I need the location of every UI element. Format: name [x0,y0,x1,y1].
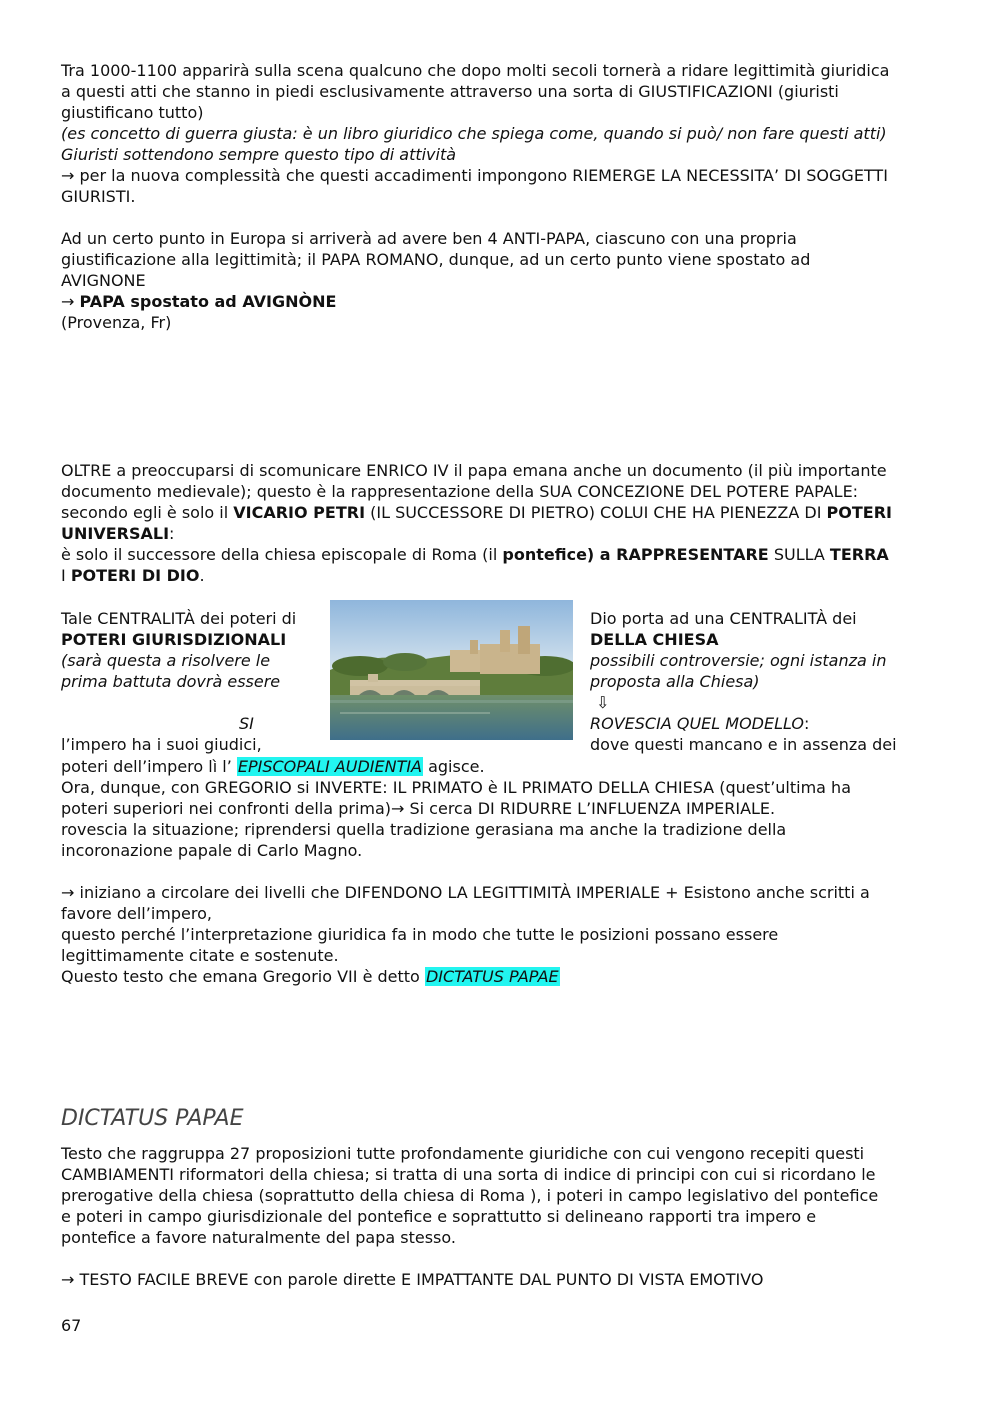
text-line: Tale CENTRALITÀ dei poteri di [61,609,297,628]
text-line [61,502,941,523]
text-line: questo perché l’interpretazione giuridica fa in modo che tutte le posizioni possano essere [61,925,779,944]
paragraph-giuristi [61,60,941,207]
text-run: : [169,524,175,543]
text-line: pontefice a favore naturalmente del papa stesso. [61,1228,456,1247]
text-line [61,291,941,312]
text-line: a questi atti che stanno in piedi esclusivamente attraverso una sorta di GIUSTIFICAZIONI (giuristi [61,82,839,101]
text-line: (Provenza, Fr) [61,313,172,332]
text-run: : [804,714,810,733]
text-line: dove questi mancano e in assenza dei [590,735,897,754]
text-line: Ad un certo punto in Europa si arriverà ad avere ben 4 ANTI-PAPA, ciascuno con una propria [61,229,797,248]
text-run: . [199,566,205,585]
bold-text: VICARIO PETRI [233,503,366,522]
paragraph-primato [61,756,941,861]
document-body [61,60,941,333]
paragraph-potere-papale [61,460,941,586]
text-run: (IL SUCCESSORE DI PIETRO) COLUI CHE HA PIENEZZA DI [365,503,827,522]
bold-text: UNIVERSALI [61,524,170,543]
text-line: rovescia la situazione; riprendersi quella tradizione gerasiana ma anche la tradizione della [61,820,787,839]
text-run: SULLA [768,545,830,564]
text-line: SI [239,714,254,733]
section-heading: DICTATUS PAPAE [61,1106,244,1131]
text-line: DELLA CHIESA [590,630,719,649]
arrow-glyph: → [61,292,80,311]
text-line [590,713,950,734]
text-line: prerogative della chiesa (soprattutto della chiesa di Roma ), i poteri in campo legislativo del pontefice [61,1186,879,1205]
text-line [61,692,321,713]
text-line: Tra 1000-1100 apparirà sulla scena qualcuno che dopo molti secoli tornerà a ridare legittimità giuridica [61,61,890,80]
text-line: → iniziano a circolare dei livelli che DIFENDONO LA LEGITTIMITÀ IMPERIALE + Esistono anche scritti a [61,883,870,902]
bold-text: POTERI [826,503,892,522]
text-run: secondo egli è solo il [61,503,234,522]
text-line: POTERI GIURISDIZIONALI [61,630,287,649]
text-line [61,544,941,565]
text-line: prima battuta dovrà essere [61,672,281,691]
text-line: Giuristi sottendono sempre questo tipo di attività [61,145,457,164]
bold-text: POTERI DI DIO [70,566,200,585]
text-run: I [61,566,71,585]
text-line: Testo che raggruppa 27 proposizioni tutte profondamente giuridiche con cui vengono recepiti questi [61,1144,865,1163]
text-line: Ora, dunque, con GREGORIO si INVERTE: IL PRIMATO è IL PRIMATO DELLA CHIESA (quest’ultima ha [61,778,851,797]
avignon-bridge-photo [330,600,573,740]
document-body-2 [61,460,941,586]
text-line: → TESTO FACILE BREVE con parole dirette E IMPATTANTE DAL PUNTO DI VISTA EMOTIVO [61,1270,764,1289]
text-line: possibili controversie; ogni istanza in [590,651,887,670]
paragraph-legittimita [61,882,941,987]
text-run: agisce. [423,757,485,776]
page-number: 67 [61,1316,82,1335]
text-line [61,756,941,777]
paragraph-dictatus [61,1143,941,1290]
text-line: l’impero ha i suoi giudici, [61,735,262,754]
document-body-4 [61,1143,941,1290]
text-run: poteri dell’impero lì l’ [61,757,237,776]
text-line: OLTRE a preoccuparsi di scomunicare ENRICO IV il papa emana anche un documento (il più importante [61,461,887,480]
text-run: Questo testo che emana Gregorio VII è detto [61,967,425,986]
highlighted-term: DICTATUS PAPAE [425,967,559,986]
text-line: incoronazione papale di Carlo Magno. [61,841,363,860]
text-line: giustificano tutto) [61,103,204,122]
right-column [590,608,950,755]
text-line: legittimamente citate e sostenute. [61,946,339,965]
document-body-3 [61,756,941,987]
text-line: AVIGNONE [61,271,146,290]
text-line: e poteri in campo giurisdizionale del pontefice e soprattutto si delineano rapporti tra impero e [61,1207,817,1226]
text-line: poteri superiori nei confronti della prima)→ Si cerca DI RIDURRE L’INFLUENZA IMPERIALE. [61,799,776,818]
highlighted-term: EPISCOPALI AUDIENTIA [237,757,422,776]
text-line: Dio porta ad una CENTRALITÀ dei [590,609,857,628]
text-line: (es concetto di guerra giusta: è un libro giuridico che spiega come, quando si può/ non fare questi atti) [61,124,887,143]
text-line: (sarà questa a risolvere le [61,651,271,670]
text-line: giustificazione alla legittimità; il PAPA ROMANO, dunque, ad un certo punto viene spostato ad [61,250,811,269]
text-run: è solo il successore della chiesa episcopale di Roma (il [61,545,503,564]
text-line: CAMBIAMENTI riformatori della chiesa; si tratta di una sorta di indice di principi con cui si ricordano le [61,1165,876,1184]
bold-text: PAPA spostato ad AVIGNÒNE [79,292,337,311]
down-arrow-icon: ⇩ [596,693,610,712]
text-line [61,523,941,544]
bold-text: pontefice) a RAPPRESENTARE [502,545,769,564]
text-line: proposta alla Chiesa) [590,672,760,691]
text-line: favore dell’impero, [61,904,212,923]
paragraph-avignone [61,228,941,333]
text-line [61,966,941,987]
bold-text: TERRA [829,545,889,564]
text-line: → per la nuova complessità che questi accadimenti impongono RIEMERGE LA NECESSITA’ DI SOGGETTI [61,166,888,185]
left-column [61,608,321,755]
text-line [61,565,941,586]
text-line: GIURISTI. [61,187,136,206]
italic-text: ROVESCIA QUEL MODELLO [590,714,805,733]
text-line: documento medievale); questo è la rappresentazione della SUA CONCEZIONE DEL POTERE PAPALE: [61,482,859,501]
